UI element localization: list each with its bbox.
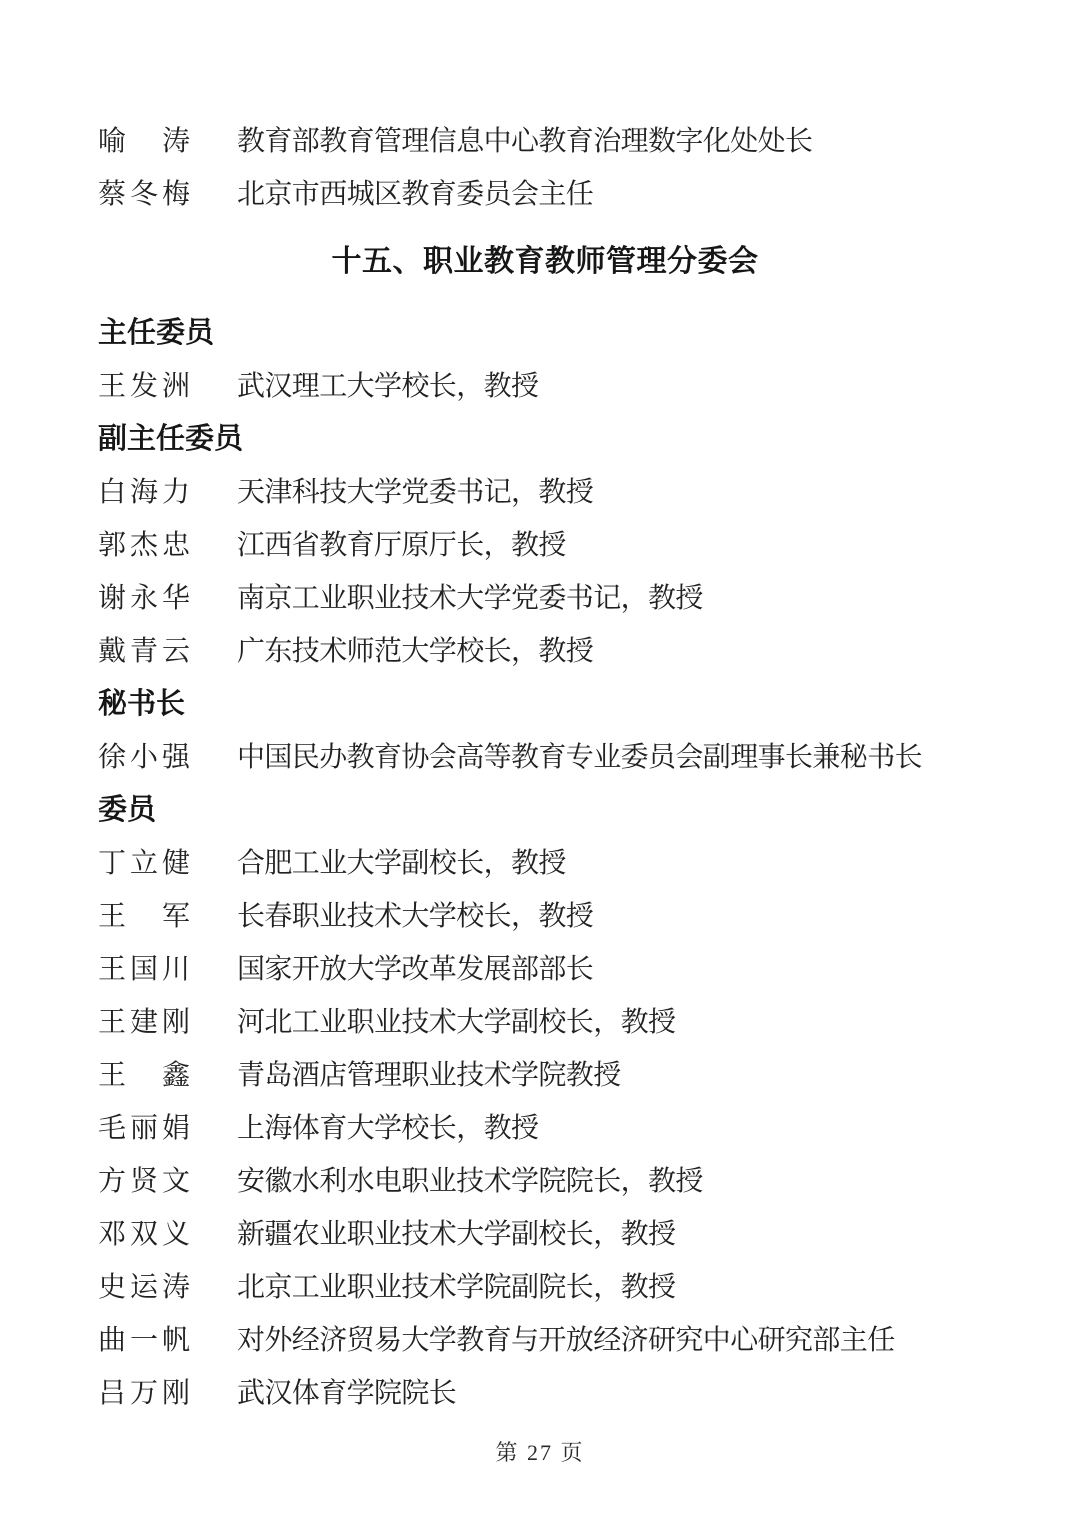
member-row [98,1272,992,1303]
member-title: 南京工业职业技术大学党委书记，教授 [237,583,703,614]
member-name: 喻 涛 [98,126,190,157]
member-title: 青岛酒店管理职业技术学院教授 [237,1060,621,1091]
group-heading: 秘书长 [98,688,186,720]
member-name: 邓 双 义 [98,1219,190,1250]
group-heading: 副主任委员 [98,423,244,455]
committee-groups [98,318,992,1409]
member-row [98,901,992,932]
member-title: 武汉体育学院院长 [237,1378,457,1409]
member-name: 史 运 涛 [98,1272,190,1303]
member-title: 北京工业职业技术学院副院长，教授 [237,1272,676,1303]
page-footer [0,1436,1080,1467]
member-row [98,126,992,157]
member-name: 曲 一 帆 [98,1325,190,1356]
member-name: 王 建 刚 [98,1007,190,1038]
member-name: 蔡 冬 梅 [98,179,190,210]
section-title: 十五、职业教育教师管理分委会 [331,245,759,278]
member-title: 长春职业技术大学校长，教授 [237,901,594,932]
member-name: 方 贤 文 [98,1166,190,1197]
member-row [98,1007,992,1038]
member-name: 白 海 力 [98,477,190,508]
member-row [98,179,992,210]
member-row [98,636,992,667]
member-title: 教育部教育管理信息中心教育治理数字化处处长 [237,126,813,157]
member-row [98,530,992,561]
continued-member-list [98,126,992,210]
member-row [98,1060,992,1091]
member-name: 王 国 川 [98,954,190,985]
member-name: 吕 万 刚 [98,1378,190,1409]
member-name: 徐 小 强 [98,742,190,773]
member-title: 河北工业职业技术大学副校长，教授 [237,1007,676,1038]
group-heading: 委员 [98,794,157,826]
member-row [98,1219,992,1250]
member-row [98,954,992,985]
member-title: 新疆农业职业技术大学副校长，教授 [237,1219,676,1250]
group-heading: 主任委员 [98,317,215,349]
member-name: 丁 立 健 [98,848,190,879]
member-row [98,848,992,879]
member-row [98,583,992,614]
member-title: 国家开放大学改革发展部部长 [237,954,594,985]
member-name: 王 军 [98,901,190,932]
member-name: 郭 杰 忠 [98,530,190,561]
member-row [98,742,992,773]
member-name: 王 鑫 [98,1060,190,1091]
member-name: 毛 丽 娟 [98,1113,190,1144]
member-title: 天津科技大学党委书记，教授 [237,477,594,508]
member-name: 谢 永 华 [98,583,190,614]
member-title: 江西省教育厅原厅长，教授 [237,530,566,561]
member-row [98,1325,992,1356]
member-name: 王 发 洲 [98,371,190,402]
member-row [98,477,992,508]
member-name: 戴 青 云 [98,636,190,667]
member-row [98,371,992,402]
member-row [98,1113,992,1144]
member-title: 广东技术师范大学校长，教授 [237,636,594,667]
member-row [98,1378,992,1409]
member-title: 对外经济贸易大学教育与开放经济研究中心研究部主任 [237,1325,895,1356]
page-number: 第 27 页 [495,1440,585,1465]
member-row [98,1166,992,1197]
member-title: 合肥工业大学副校长，教授 [237,848,566,879]
document-body [98,126,992,1431]
member-title: 武汉理工大学校长，教授 [237,371,539,402]
member-title: 上海体育大学校长，教授 [237,1113,539,1144]
member-title: 北京市西城区教育委员会主任 [237,179,594,210]
member-title: 安徽水利水电职业技术学院院长，教授 [237,1166,703,1197]
member-title: 中国民办教育协会高等教育专业委员会副理事长兼秘书长 [237,742,923,773]
